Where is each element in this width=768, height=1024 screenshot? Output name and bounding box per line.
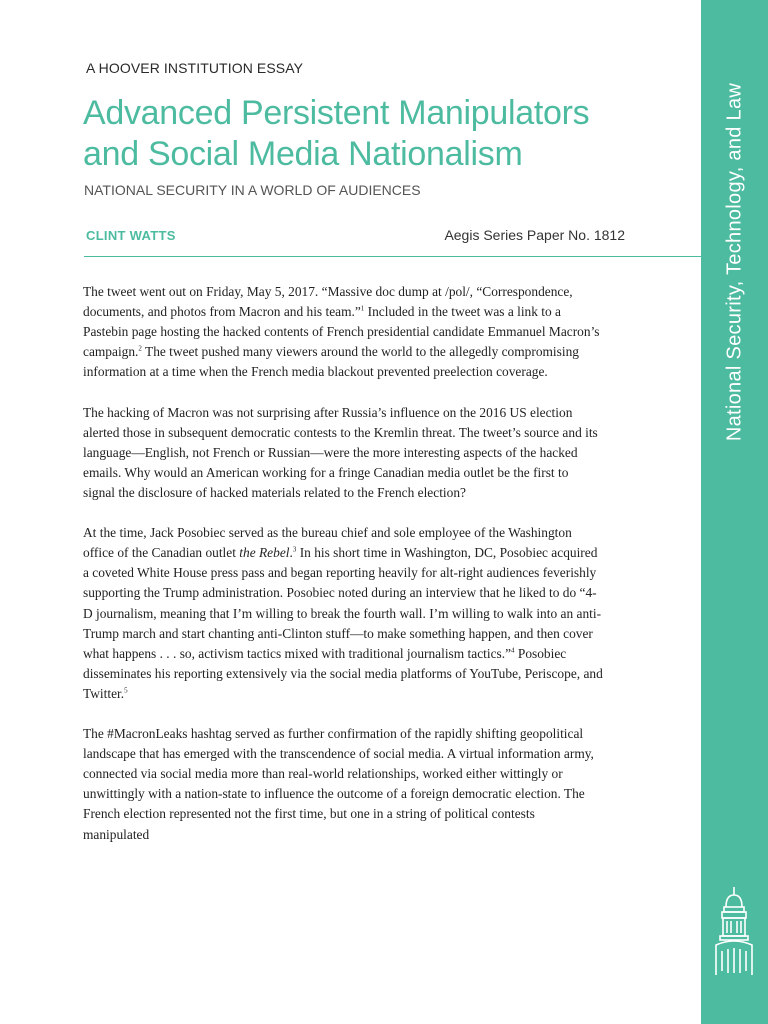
- footnote-ref[interactable]: 3: [292, 545, 297, 554]
- paragraph-1: [83, 282, 603, 382]
- paper-subtitle: NATIONAL SECURITY IN A WORLD OF AUDIENCES: [84, 182, 421, 198]
- sidebar-band: [701, 0, 768, 1024]
- p1-text-a: The tweet went out on Friday, May 5, 2017. “Massive doc dump at /pol/, “Correspondence, documents, and photos from Macron and his team.”: [83, 284, 573, 320]
- hoover-tower-icon: [710, 885, 758, 977]
- paragraph-3: [83, 523, 603, 704]
- title-line-2: and Social Media Nationalism: [83, 135, 523, 173]
- header-divider: [84, 256, 701, 257]
- p3-text-b: .: [289, 545, 293, 561]
- p1-text-b: Included in the tweet was a link to a Pastebin page hosting the hacked contents of French presidential candidate Emmanuel Macron’s campaign.: [83, 304, 600, 360]
- p3-text-d: Posobiec disseminates his reporting extensively via the social media platforms of YouTube, Periscope, and Twitter.: [83, 645, 603, 701]
- sidebar-series-label: National Security, Technology, and Law: [723, 82, 746, 442]
- title-line-1: Advanced Persistent Manipulators: [83, 94, 590, 132]
- paragraph-2: The hacking of Macron was not surprising after Russia’s influence on the 2016 US election alerted those in subsequent democratic contests to the Kremlin threat. The tweet’s source and its language—English, not French or Russian—were the more interesting aspects of the hacked emails. Why would an American working for a fringe Canadian media outlet be the first to signal the disclosure of hacked materials related to the French election?: [83, 404, 598, 500]
- author-name: CLINT WATTS: [86, 228, 176, 243]
- paragraph-4: The #MacronLeaks hashtag served as further confirmation of the rapidly shifting geopolitical landscape that has emerged with the transcendence of social media. A virtual information army, connected via social media more than real-world relationships, worked either wittingly or unwittingly with a nation-state to influence the outcome of a foreign democratic election. The French election represented not the first time, but one in a string of political contests manipulated: [83, 726, 594, 842]
- p3-text-a: At the time, Jack Posobiec served as the bureau chief and sole employee of the Washington office of the Canadian outlet: [83, 525, 572, 561]
- p1-text-c: The tweet pushed many viewers around the world to the allegedly compromising information at a time when the French media blackout prevented preelection coverage.: [83, 344, 579, 380]
- footnote-ref[interactable]: 2: [138, 344, 142, 353]
- footnote-ref[interactable]: 4: [511, 646, 515, 655]
- p3-text-c: In his short time in Washington, DC, Posobiec acquired a coveted White House press pass and began reporting heavily for alt-right audiences feverishly supporting the Trump administration. Posobiec noted during an interview that he liked to do “4-D journalism, meaning that I’m willing to break the fourth wall. I’m willing to walk into an anti-Trump march and start chanting anti-Clinton stuff—to make something happen, and then cover what happens . . . so, activism tactics mixed with traditional journalism tactics.”: [83, 545, 602, 661]
- series-number: Aegis Series Paper No. 1812: [444, 227, 625, 243]
- footnote-ref[interactable]: 1: [360, 304, 365, 313]
- paper-title: [83, 93, 683, 175]
- outlet-name: the Rebel: [239, 545, 290, 561]
- footnote-ref[interactable]: 5: [124, 686, 128, 695]
- body-text: [83, 282, 603, 865]
- essay-kicker: A HOOVER INSTITUTION ESSAY: [86, 60, 304, 76]
